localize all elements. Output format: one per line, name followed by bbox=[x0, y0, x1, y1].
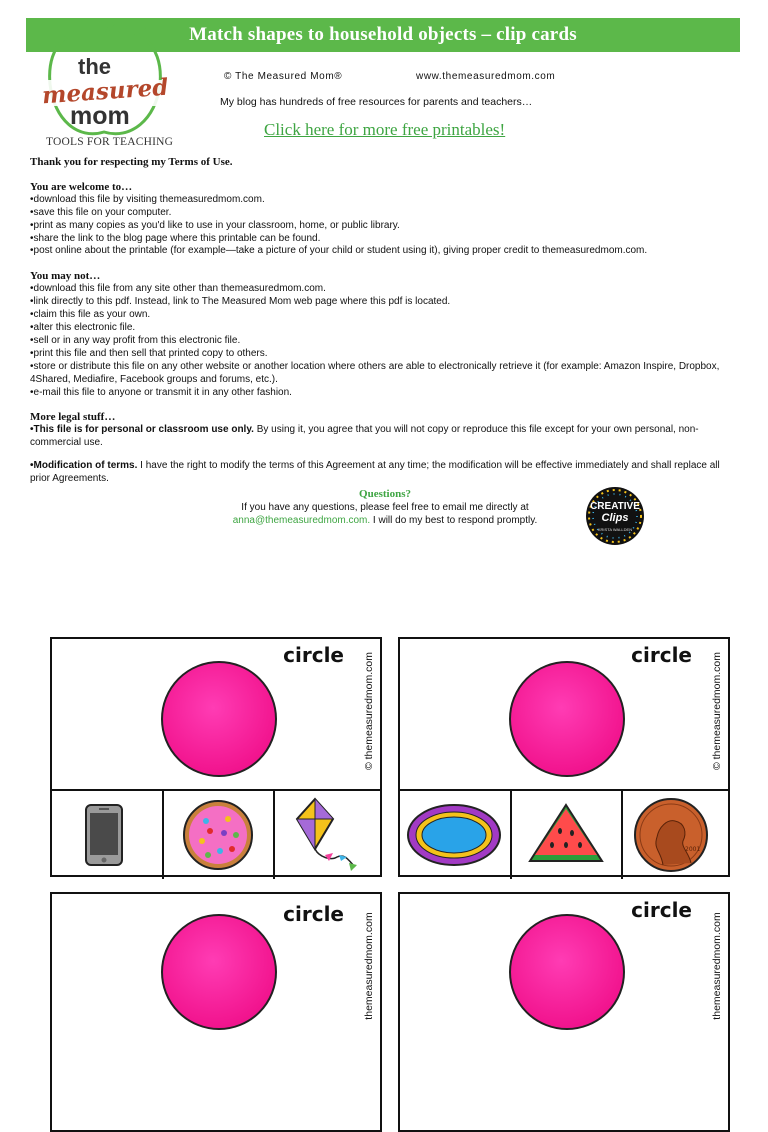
list-item: •alter this electronic file. bbox=[30, 321, 136, 333]
pool-icon bbox=[400, 791, 510, 877]
logo-mom: mom bbox=[70, 102, 130, 130]
badge-line3: KRISTA WALLDEN bbox=[597, 527, 633, 532]
circle-shape-icon bbox=[509, 661, 625, 777]
clip-card-3 bbox=[50, 892, 382, 1132]
list-item: •download this file by visiting themeasuredmom.com. bbox=[30, 193, 265, 205]
circle-shape-icon bbox=[161, 661, 277, 777]
legal-paragraph-2 bbox=[30, 460, 742, 473]
card-label: circle bbox=[283, 643, 344, 667]
website-text[interactable]: www.themeasuredmom.com bbox=[416, 71, 556, 82]
card-side-text: © themeasuredmom.com bbox=[363, 651, 375, 771]
badge-line1: CREATIVE bbox=[590, 501, 640, 512]
kite-icon bbox=[275, 791, 383, 877]
card-label: circle bbox=[631, 643, 692, 667]
legal-heading: More legal stuff… bbox=[30, 411, 116, 424]
list-item: •claim this file as your own. bbox=[30, 309, 151, 321]
object-cell[interactable] bbox=[621, 791, 732, 879]
watermelon-icon bbox=[512, 791, 620, 877]
card-side-text: © themeasuredmom.com bbox=[711, 651, 723, 771]
list-item: •print as many copies as you'd like to use in your classroom, home, or public library. bbox=[30, 219, 400, 231]
legal-paragraph-1 bbox=[30, 424, 742, 437]
legal-p2-bold: •Modification of terms. bbox=[30, 460, 138, 472]
penny-icon bbox=[623, 791, 731, 877]
legal-p2-rest: I have the right to modify the terms of this Agreement at any time; the modification will be effective immediately and shall replace all bbox=[137, 460, 720, 472]
clip-card-4 bbox=[398, 892, 730, 1132]
list-item: •share the link to the blog page where this printable can be found. bbox=[30, 232, 321, 244]
free-printables-link[interactable]: Click here for more free printables! bbox=[264, 120, 506, 139]
object-cell[interactable] bbox=[162, 791, 273, 879]
questions-line1: If you have any questions, please feel free to email me directly at bbox=[241, 502, 529, 513]
questions-line2: I will do my best to respond promptly. bbox=[370, 515, 538, 526]
card-label: circle bbox=[631, 898, 692, 922]
card-label: circle bbox=[283, 902, 344, 926]
list-item: •post online about the printable (for example—take a picture of your child or student using it), giving proper credit to themeasuredmom.com. bbox=[30, 245, 648, 257]
copyright-text: © The Measured Mom® bbox=[224, 71, 343, 82]
list-item: •e-mail this file to anyone or transmit it in any other fashion. bbox=[30, 386, 292, 398]
object-cell[interactable] bbox=[52, 791, 163, 879]
logo-tagline: TOOLS FOR TEACHING bbox=[46, 136, 174, 148]
title-banner: Match shapes to household objects – clip cards bbox=[26, 18, 740, 52]
maynot-heading: You may not… bbox=[30, 270, 101, 283]
questions-title: Questions? bbox=[359, 488, 411, 500]
logo-the: the bbox=[78, 54, 111, 79]
circle-shape-icon bbox=[161, 914, 277, 1030]
terms-thanks: Thank you for respecting my Terms of Use. bbox=[30, 156, 233, 168]
legal-p1-rest: By using it, you agree that you will not copy or reproduce this file except for your own personal, non- bbox=[253, 424, 699, 436]
card-side-text: themeasuredmom.com bbox=[363, 912, 375, 1020]
measured-mom-logo[interactable] bbox=[34, 20, 174, 155]
circle-shape-icon bbox=[509, 914, 625, 1030]
list-item: •download this file from any site other than themeasuredmom.com. bbox=[30, 283, 326, 295]
phone-icon bbox=[52, 791, 162, 877]
list-item: •sell or in any way profit from this electronic file. bbox=[30, 334, 241, 346]
terms-of-use bbox=[30, 156, 742, 486]
list-item: •save this file on your computer. bbox=[30, 206, 172, 218]
email-link[interactable]: anna@themeasuredmom.com. bbox=[232, 515, 371, 526]
clip-card-1 bbox=[50, 637, 382, 877]
list-item: •link directly to this pdf. Instead, link to The Measured Mom web page where this pdf is located. bbox=[30, 296, 451, 308]
creative-clips-badge bbox=[586, 487, 644, 545]
list-item: 4Shared, Mediafire, Facebook groups and forums, etc.). bbox=[30, 373, 278, 385]
object-cell[interactable] bbox=[510, 791, 621, 879]
questions-block bbox=[200, 488, 570, 527]
card-side-text: themeasuredmom.com bbox=[711, 912, 723, 1020]
list-item: •print this file and then sell that printed copy to others. bbox=[30, 347, 268, 359]
blog-line: My blog has hundreds of free resources for parents and teachers… bbox=[220, 96, 533, 108]
badge-line2: Clips bbox=[601, 512, 629, 524]
legal-p1-line2: commercial use. bbox=[30, 437, 103, 449]
list-item: •store or distribute this file on any other website or another location where others are able to electronically retrieve it (for example: Amazon Inspire, Dropbox, bbox=[30, 360, 720, 372]
legal-p1-bold: •This file is for personal or classroom use only. bbox=[30, 424, 254, 436]
object-cell[interactable] bbox=[400, 791, 511, 879]
welcome-heading: You are welcome to… bbox=[30, 180, 133, 193]
logo-measured: measured bbox=[41, 73, 170, 110]
legal-p2-line2: prior Agreements. bbox=[30, 473, 109, 485]
clip-card-2 bbox=[398, 637, 730, 877]
donut-icon bbox=[164, 791, 272, 877]
svg-text:2001: 2001 bbox=[685, 846, 701, 853]
object-cell[interactable] bbox=[273, 791, 384, 879]
